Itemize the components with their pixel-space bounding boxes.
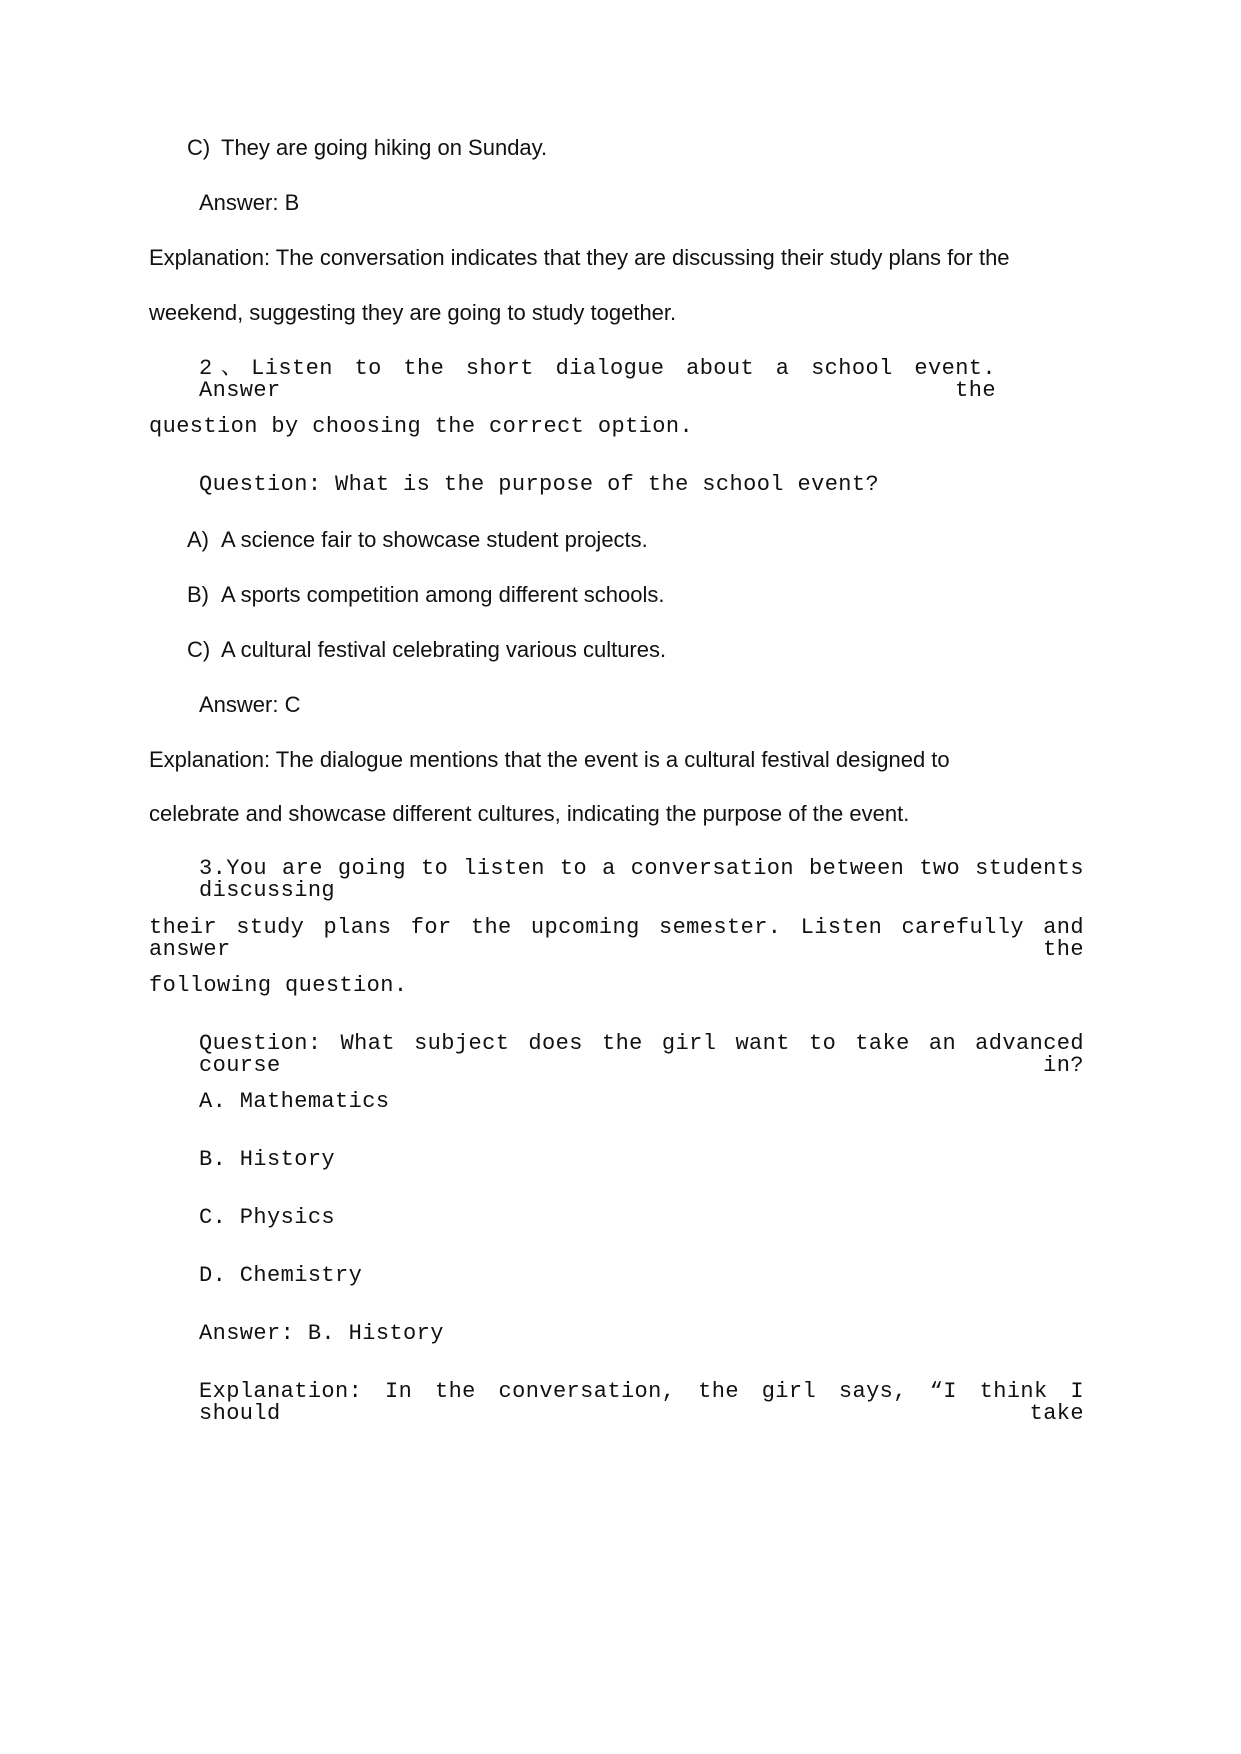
q2-prompt-line-1: 2、Listen to the short dialogue about a school event. Answer the bbox=[199, 356, 996, 403]
option-letter: B) bbox=[187, 582, 209, 607]
q3-prompt-line-3: following question. bbox=[149, 973, 408, 998]
q1-option-c bbox=[187, 137, 547, 159]
q2-question: Question: What is the purpose of the school event? bbox=[199, 472, 880, 497]
q2-explanation-line-1: Explanation: The dialogue mentions that the event is a cultural festival designed to bbox=[149, 747, 950, 772]
option-letter: A) bbox=[187, 527, 209, 552]
q1-explanation-line-1: Explanation: The conversation indicates that they are discussing their study plans for the bbox=[149, 245, 1010, 270]
option-text: A cultural festival celebrating various cultures. bbox=[221, 637, 667, 662]
q3-prompt-line-2: their study plans for the upcoming semester. Listen carefully and answer the bbox=[149, 915, 1084, 962]
q3-explanation-line-1: Explanation: In the conversation, the girl says, “I think I should take bbox=[199, 1379, 1084, 1426]
q3-option-c: C. Physics bbox=[199, 1205, 336, 1230]
q3-option-a: A. Mathematics bbox=[199, 1089, 390, 1114]
q3-question: Question: What subject does the girl want to take an advanced course in? bbox=[199, 1031, 1084, 1078]
q2-option-a bbox=[187, 529, 648, 551]
q3-option-d: D. Chemistry bbox=[199, 1263, 363, 1288]
option-letter: C) bbox=[187, 135, 211, 160]
q3-option-b: B. History bbox=[199, 1147, 336, 1172]
q2-answer: Answer: C bbox=[199, 692, 301, 717]
q3-prompt-line-1: 3.You are going to listen to a conversation between two students discussing bbox=[199, 856, 1084, 903]
option-text: They are going hiking on Sunday. bbox=[221, 135, 548, 160]
q2-option-b bbox=[187, 584, 665, 606]
q1-answer: Answer: B bbox=[199, 190, 300, 215]
option-text: A science fair to showcase student projects. bbox=[221, 527, 648, 552]
q2-explanation-line-2: celebrate and showcase different cultures, indicating the purpose of the event. bbox=[149, 801, 910, 826]
option-text: A sports competition among different schools. bbox=[221, 582, 665, 607]
q3-answer: Answer: B. History bbox=[199, 1321, 444, 1346]
option-letter: C) bbox=[187, 637, 211, 662]
q2-prompt-line-2: question by choosing the correct option. bbox=[149, 414, 694, 439]
q1-explanation-line-2: weekend, suggesting they are going to study together. bbox=[149, 300, 677, 325]
q2-option-c bbox=[187, 639, 666, 661]
